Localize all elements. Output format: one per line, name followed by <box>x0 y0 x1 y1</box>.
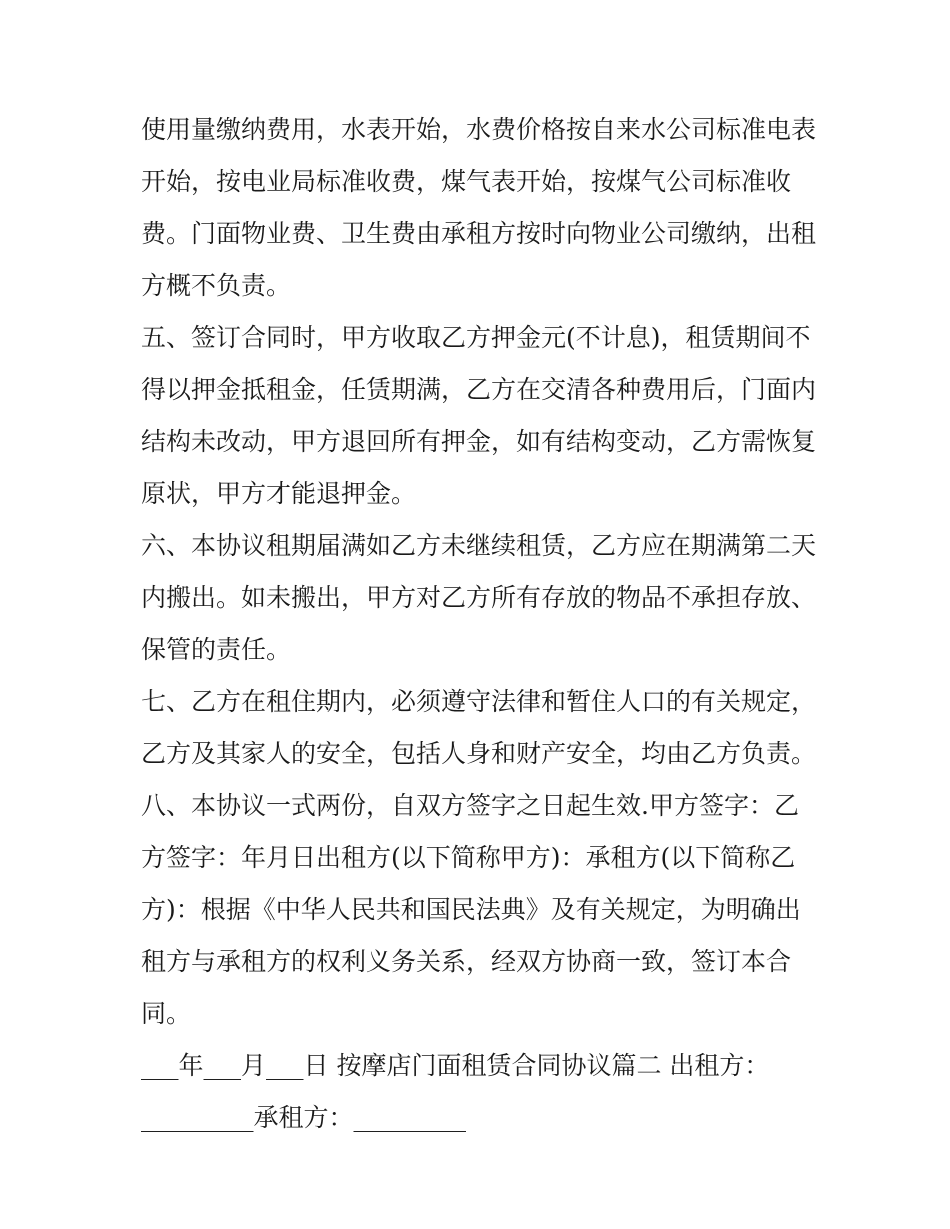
date-and-section-heading-line: ___年___月___日 按摩店门面租赁合同协议篇二 出租方： <box>141 1051 770 1080</box>
text-line: 方概不负责。 <box>141 271 292 300</box>
text-line: 方签字：年月日出租方(以下简称甲方)：承租方(以下简称乙 <box>141 843 796 872</box>
clause-8-line: 八、本协议一式两份，自双方签字之日起生效.甲方签字：乙 <box>141 791 799 820</box>
signature-blank-line: _________承租方：_________ <box>141 1103 467 1132</box>
text-line: 方)：根据《中华人民共和国民法典》及有关规定，为明确出 <box>141 895 801 924</box>
text-line: 租方与承租方的权利义务关系，经双方协商一致，签订本合 <box>141 947 792 976</box>
text-line: 内搬出。如未搬出，甲方对乙方所有存放的物品不承担存放、 <box>141 583 817 612</box>
text-line: 得以押金抵租金，任赁期满，乙方在交清各种费用后，门面内 <box>141 375 817 404</box>
clause-5-line: 五、签订合同时，甲方收取乙方押金元(不计息)，租赁期间不 <box>141 323 811 352</box>
text-line: 原状，甲方才能退押金。 <box>141 479 417 508</box>
text-line: 结构未改动，甲方退回所有押金，如有结构变动，乙方需恢复 <box>141 427 817 456</box>
text-line: 开始，按电业局标准收费，煤气表开始，按煤气公司标准收 <box>141 167 792 196</box>
clause-7-line: 七、乙方在租住期内，必须遵守法律和暂住人口的有关规定， <box>141 687 817 716</box>
contract-text-body <box>141 104 821 1144</box>
text-line: 使用量缴纳费用，水表开始，水费价格按自来水公司标准电表 <box>141 115 817 144</box>
text-line: 同。 <box>141 999 192 1028</box>
text-line: 费。门面物业费、卫生费由承租方按时向物业公司缴纳，出租 <box>141 219 817 248</box>
text-line: 保管的责任。 <box>141 635 292 664</box>
clause-6-line: 六、本协议租期届满如乙方未继续租赁，乙方应在期满第二天 <box>141 531 817 560</box>
text-line: 乙方及其家人的安全，包括人身和财产安全，均由乙方负责。 <box>141 739 817 768</box>
